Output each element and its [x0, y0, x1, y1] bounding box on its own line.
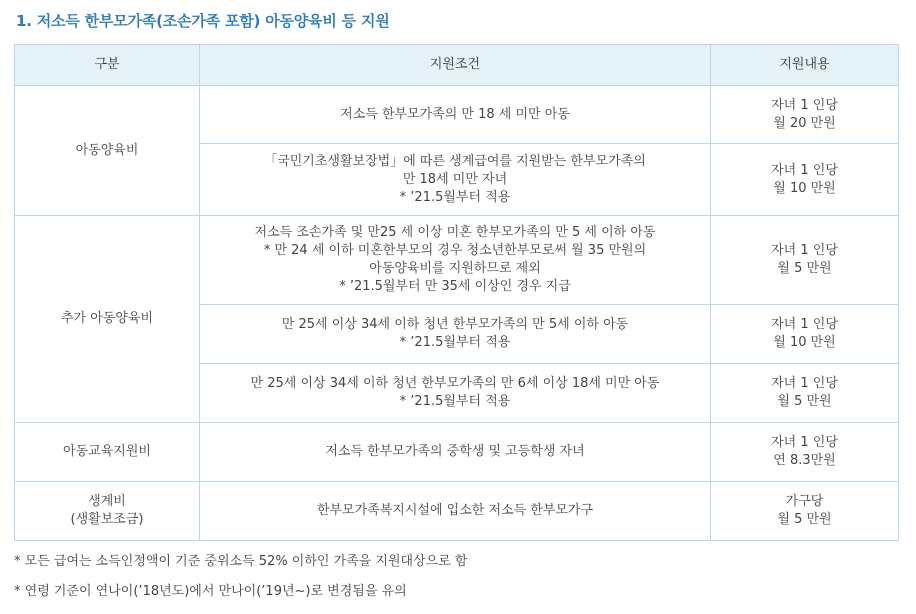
support-unit: 자녀 1 인당 [771, 97, 838, 113]
table-row [15, 216, 899, 305]
support-cell [711, 144, 899, 216]
support-table [14, 44, 899, 541]
category-cell [15, 423, 200, 482]
condition-text: 만 25세 이상 34세 이하 청년 한부모가족의 만 5세 이하 아동 [281, 317, 629, 332]
header-condition: 지원조건 [200, 45, 711, 86]
support-unit: 자녀 1 인당 [771, 243, 838, 258]
condition-note: * 만 24 세 이하 미혼한부모의 경우 청소년한부모로써 월 35 만원의 [263, 243, 647, 258]
condition-text: 만 18세 미만 자녀 [402, 171, 508, 187]
support-unit: 자녀 1 인당 [771, 317, 838, 332]
condition-cell [200, 423, 711, 482]
support-cell [711, 305, 899, 364]
category-cell [15, 482, 200, 541]
condition-note: * ’21.5월부터 만 35세 이상인 경우 지급 [339, 279, 571, 294]
support-cell [711, 423, 899, 482]
category-label: 아동교육지원비 [63, 444, 151, 459]
condition-cell [200, 305, 711, 364]
category-cell [15, 86, 200, 216]
support-unit: 자녀 1 인당 [771, 162, 838, 178]
category-label: 추가 아동양육비 [60, 311, 154, 326]
condition-cell [200, 86, 711, 144]
condition-note: * ’21.5월부터 적용 [399, 394, 511, 409]
support-unit: 자녀 1 인당 [771, 376, 838, 391]
condition-text: 저소득 조손가족 및 만25 세 이상 미혼 한부모가족의 만 5 세 이하 아동 [254, 225, 656, 240]
condition-note: * ’21.5월부터 적용 [399, 335, 511, 350]
support-amount: 월 10 만원 [773, 335, 836, 350]
condition-text: 「국민기초생활보장법」에 따른 생계급여를 지원받는 한부모가족의 [264, 153, 646, 169]
support-amount: 월 10 만원 [773, 180, 836, 196]
support-amount: 연 8.3만원 [773, 453, 836, 468]
category-label: 아동양육비 [75, 142, 139, 158]
support-unit: 가구당 [785, 494, 824, 509]
header-support: 지원내용 [711, 45, 899, 86]
footnote: * 모든 급여는 소득인정액이 기준 중위소득 52% 이하인 가족을 지원대상으로 함 [14, 554, 468, 569]
support-amount: 월 5 만원 [777, 394, 832, 409]
header-category: 구분 [15, 45, 200, 86]
footnote: * 연령 기준이 연나이(’18년도)에서 만나이(’19년~)로 변경됨을 유의 [14, 584, 407, 599]
table-header-row [15, 45, 899, 86]
support-amount: 월 5 만원 [777, 261, 832, 276]
condition-note: 아동양육비를 지원하므로 제외 [369, 261, 541, 276]
condition-text: 한부모가족복지시설에 입소한 저소득 한부모가구 [316, 503, 594, 518]
footnotes [14, 553, 467, 613]
support-unit: 자녀 1 인당 [771, 435, 838, 450]
condition-cell [200, 364, 711, 423]
condition-text: 저소득 한부모가족의 중학생 및 고등학생 자녀 [325, 444, 585, 459]
condition-text: 저소득 한부모가족의 만 18 세 미만 아동 [340, 106, 570, 122]
condition-note: * ’21.5월부터 적용 [399, 189, 511, 205]
category-label: 생계비 [88, 494, 126, 509]
category-sublabel: (생활보조금) [70, 512, 144, 527]
support-cell [711, 364, 899, 423]
condition-cell [200, 482, 711, 541]
support-cell [711, 482, 899, 541]
condition-cell [200, 144, 711, 216]
table-row [15, 86, 899, 144]
table-row [15, 482, 899, 541]
support-amount: 월 5 만원 [777, 512, 832, 527]
support-cell [711, 216, 899, 305]
condition-cell [200, 216, 711, 305]
condition-text: 만 25세 이상 34세 이하 청년 한부모가족의 만 6세 이상 18세 미만 아동 [250, 376, 660, 391]
category-cell [15, 216, 200, 423]
table-row [15, 423, 899, 482]
support-cell [711, 86, 899, 144]
support-amount: 월 20 만원 [773, 115, 836, 131]
section-title: 1. 저소득 한부모가족(조손가족 포함) 아동양육비 등 지원 [16, 12, 390, 30]
